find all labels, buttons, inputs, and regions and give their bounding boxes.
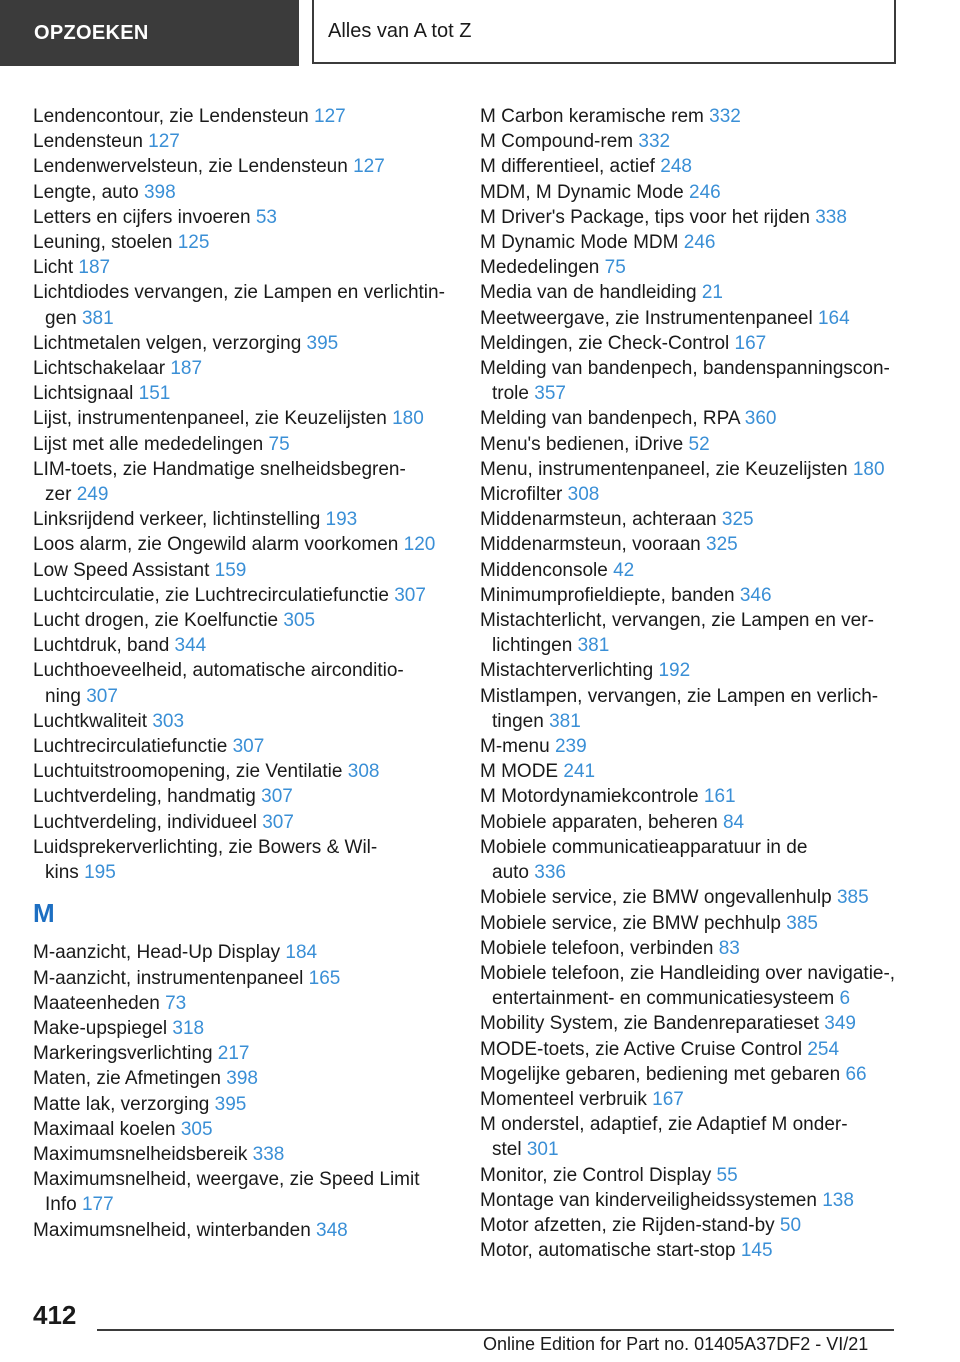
index-entry-term: Mobiele service, zie BMW pechhulp bbox=[480, 912, 781, 934]
page-reference-link[interactable]: 193 bbox=[325, 509, 358, 531]
index-entry-term-continued: lichtingen bbox=[492, 635, 573, 657]
index-entry bbox=[33, 1167, 451, 1217]
index-entry-term: M onderstel, adaptief, zie Adaptief M onder‐ bbox=[480, 1114, 848, 1136]
page-reference-link[interactable]: 308 bbox=[567, 484, 600, 506]
page-reference-link[interactable]: 381 bbox=[549, 710, 581, 732]
page-reference-link[interactable]: 6 bbox=[839, 988, 851, 1010]
index-entry-term: Middenarmsteun, vooraan bbox=[480, 534, 701, 556]
footer-edition-text: Online Edition for Part no. 01405A37DF2 - VI/21 bbox=[483, 1334, 869, 1354]
index-entry-term: Lijst, instrumentenpaneel, zie Keuzelijsten bbox=[33, 408, 387, 430]
index-entry-term: M-menu bbox=[480, 736, 550, 758]
page-reference-link[interactable]: 301 bbox=[526, 1139, 559, 1161]
index-entry bbox=[480, 154, 900, 179]
index-entry bbox=[480, 1062, 900, 1087]
page-reference-link[interactable]: 239 bbox=[554, 736, 587, 758]
index-entry bbox=[480, 734, 900, 759]
index-entry-term: MODE-toets, zie Active Cruise Control bbox=[480, 1038, 803, 1060]
index-entry bbox=[33, 205, 451, 230]
index-entry-term: Mobiele service, zie BMW ongevallenhulp bbox=[480, 887, 832, 909]
index-entry-term: Montage van kinderveiligheidssystemen bbox=[480, 1189, 817, 1211]
index-entry bbox=[33, 759, 451, 784]
index-entry-term: Middenconsole bbox=[480, 559, 608, 581]
page-reference-link[interactable]: 66 bbox=[845, 1063, 867, 1085]
page-reference-link[interactable]: 385 bbox=[786, 912, 818, 934]
index-entry bbox=[480, 1188, 900, 1213]
page-reference-link[interactable]: 395 bbox=[214, 1093, 247, 1115]
index-entry bbox=[480, 1163, 900, 1188]
section-tab-label: OPZOEKEN bbox=[34, 21, 149, 44]
index-entry bbox=[33, 583, 451, 608]
page-reference-link[interactable]: 246 bbox=[689, 181, 721, 203]
index-entry-term: M-aanzicht, Head-Up Display bbox=[33, 942, 281, 964]
page-reference-link[interactable]: 53 bbox=[255, 206, 277, 228]
index-entry bbox=[33, 230, 451, 255]
page-reference-link[interactable]: 195 bbox=[84, 862, 116, 884]
page-reference-link[interactable]: 55 bbox=[716, 1164, 738, 1186]
index-entry bbox=[33, 558, 451, 583]
index-entry-term-continued: stel bbox=[492, 1139, 522, 1161]
index-entry bbox=[480, 810, 900, 835]
page-reference-link[interactable]: 254 bbox=[807, 1038, 840, 1060]
page-reference-link[interactable]: 125 bbox=[177, 232, 210, 254]
page-reference-link[interactable]: 159 bbox=[214, 559, 247, 581]
index-entry-term: Mobility System, zie Bandenreparatieset bbox=[480, 1013, 819, 1035]
index-entry-term: Luchtrecirculatiefunctie bbox=[33, 736, 228, 758]
index-entry bbox=[33, 784, 451, 809]
index-entry bbox=[33, 966, 451, 991]
index-entry bbox=[480, 835, 900, 885]
index-entry-term: M MODE bbox=[480, 761, 559, 783]
index-entry-term: Media van de handleiding bbox=[480, 282, 697, 304]
index-entry-term: M-aanzicht, instrumentenpaneel bbox=[33, 967, 304, 989]
index-entry bbox=[480, 1112, 900, 1162]
index-entry bbox=[480, 205, 900, 230]
index-entry bbox=[33, 255, 451, 280]
index-entry bbox=[480, 482, 900, 507]
index-entry-term: Lengte, auto bbox=[33, 181, 139, 203]
page-reference-link[interactable]: 325 bbox=[706, 534, 738, 556]
page-reference-link[interactable]: 307 bbox=[261, 786, 293, 808]
index-entry bbox=[33, 180, 451, 205]
index-entry bbox=[480, 558, 900, 583]
index-entry-term: Motor, automatische start-stop bbox=[480, 1240, 736, 1262]
index-entry bbox=[480, 759, 900, 784]
index-entry-term: Luchtcirculatie, zie Luchtrecirculatiefunctie bbox=[33, 584, 389, 606]
page-reference-link[interactable]: 305 bbox=[283, 610, 316, 632]
page-reference-link[interactable]: 165 bbox=[308, 967, 341, 989]
index-entry-term: Luchtdruk, band bbox=[33, 635, 170, 657]
page-reference-link[interactable]: 346 bbox=[739, 584, 772, 606]
index-entry bbox=[33, 507, 451, 532]
page-reference-link[interactable]: 360 bbox=[744, 408, 777, 430]
index-entry bbox=[480, 885, 900, 910]
page-reference-link[interactable]: 249 bbox=[76, 484, 109, 506]
index-entry-term: Maximumsnelheid, weergave, zie Speed Limit bbox=[33, 1169, 420, 1191]
index-entry-term: Luchthoeveelheid, automatische airconditio‐ bbox=[33, 660, 404, 682]
index-entry bbox=[480, 331, 900, 356]
index-entry bbox=[33, 810, 451, 835]
page-reference-link[interactable]: 385 bbox=[836, 887, 869, 909]
index-entry bbox=[480, 230, 900, 255]
index-entry bbox=[480, 457, 900, 482]
page-reference-link[interactable]: 127 bbox=[148, 131, 180, 153]
index-entry-term: Luchtkwaliteit bbox=[33, 710, 148, 732]
index-entry bbox=[33, 1041, 451, 1066]
page-reference-link[interactable]: 52 bbox=[688, 433, 710, 455]
index-entry-term: M Dynamic Mode MDM bbox=[480, 232, 679, 254]
index-entry bbox=[33, 331, 451, 356]
chapter-title: Alles van A tot Z bbox=[328, 19, 472, 42]
index-entry bbox=[480, 432, 900, 457]
index-entry-term: M Motordynamiekcontrole bbox=[480, 786, 699, 808]
index-entry bbox=[33, 432, 451, 457]
index-entry-term: Monitor, zie Control Display bbox=[480, 1164, 712, 1186]
index-entry bbox=[33, 280, 451, 330]
index-entry-term: Luchtverdeling, individueel bbox=[33, 811, 257, 833]
index-entry-term: Middenarmsteun, achteraan bbox=[480, 509, 717, 531]
index-entry-term-continued: auto bbox=[492, 862, 529, 884]
index-entry-term: Motor afzetten, zie Rijden-stand-by bbox=[480, 1214, 775, 1236]
index-entry bbox=[33, 1066, 451, 1091]
page-reference-link[interactable]: 357 bbox=[534, 383, 566, 405]
index-entry-term: Menu, instrumentenpaneel, zie Keuzelijsten bbox=[480, 458, 848, 480]
index-entry bbox=[480, 1213, 900, 1238]
index-entry-term: Lichtschakelaar bbox=[33, 358, 166, 380]
index-entry bbox=[480, 784, 900, 809]
index-entry-term: Mistlampen, vervangen, zie Lampen en verlich‐ bbox=[480, 685, 879, 707]
page-reference-link[interactable]: 127 bbox=[314, 106, 346, 127]
index-entry bbox=[480, 255, 900, 280]
index-entry-term-continued: tingen bbox=[492, 710, 544, 732]
index-column-left bbox=[33, 104, 451, 1243]
page-reference-link[interactable]: 120 bbox=[403, 534, 436, 556]
index-entry bbox=[480, 583, 900, 608]
index-entry-term: Melding van bandenpech, RPA bbox=[480, 408, 740, 430]
index-entry-term: Maximumsnelheidsbereik bbox=[33, 1143, 248, 1165]
page-reference-link[interactable]: 50 bbox=[779, 1214, 802, 1236]
index-entry-term: Markeringsverlichting bbox=[33, 1043, 213, 1065]
index-entry-term: Lendencontour, zie Lendensteun bbox=[33, 106, 309, 127]
index-entry bbox=[33, 1117, 451, 1142]
index-entry bbox=[33, 356, 451, 381]
page-reference-link[interactable]: 177 bbox=[81, 1194, 114, 1216]
page-reference-link[interactable]: 184 bbox=[285, 942, 318, 964]
index-entry-term: Maximaal koelen bbox=[33, 1118, 176, 1140]
page-reference-link[interactable]: 21 bbox=[701, 282, 723, 304]
page-reference-link[interactable]: 83 bbox=[718, 937, 740, 959]
index-entry bbox=[480, 1037, 900, 1062]
index-entry-term: Low Speed Assistant bbox=[33, 559, 210, 581]
page-number: 412 bbox=[33, 1300, 77, 1330]
index-entry-term: Minimumprofieldiepte, banden bbox=[480, 584, 735, 606]
index-entry-term-continued: trole bbox=[492, 383, 529, 405]
page-reference-link[interactable]: 308 bbox=[347, 761, 380, 783]
index-entry bbox=[480, 180, 900, 205]
index-entry-term: Luidsprekerverlichting, zie Bowers & Wil‐ bbox=[33, 836, 378, 858]
index-entry-term-continued: Info bbox=[45, 1194, 77, 1216]
index-entry bbox=[33, 1016, 451, 1041]
page-reference-link[interactable]: 217 bbox=[217, 1043, 250, 1065]
index-entry-term: M differentieel, actief bbox=[480, 156, 655, 178]
index-entry-term: Lichtdiodes vervangen, zie Lampen en verlichtin‐ bbox=[33, 282, 445, 304]
page-reference-link[interactable]: 127 bbox=[353, 156, 385, 178]
index-entry-term: Leuning, stoelen bbox=[33, 232, 173, 254]
page-reference-link[interactable]: 307 bbox=[262, 811, 294, 833]
index-list-m-continued bbox=[480, 104, 900, 1263]
index-entry bbox=[33, 734, 451, 759]
index-list-m bbox=[33, 940, 451, 1242]
index-entry bbox=[33, 381, 451, 406]
page-reference-link[interactable]: 73 bbox=[165, 992, 187, 1014]
index-entry-term: Lijst met alle mededelingen bbox=[33, 433, 264, 455]
index-entry-term: Maten, zie Afmetingen bbox=[33, 1068, 221, 1090]
index-entry-term: Menu's bedienen, iDrive bbox=[480, 433, 684, 455]
page-reference-link[interactable]: 307 bbox=[394, 584, 426, 606]
index-entry bbox=[33, 1142, 451, 1167]
index-entry-term: Melding van bandenpech, bandenspanningscon‐ bbox=[480, 358, 890, 380]
page-reference-link[interactable]: 161 bbox=[703, 786, 736, 808]
page-reference-link[interactable]: 398 bbox=[143, 181, 176, 203]
page-reference-link[interactable]: 246 bbox=[683, 232, 716, 254]
index-entry bbox=[33, 940, 451, 965]
index-entry bbox=[480, 608, 900, 658]
index-entry bbox=[480, 1011, 900, 1036]
index-entry-term: Lichtsignaal bbox=[33, 383, 134, 405]
index-entry bbox=[33, 658, 451, 708]
page-reference-link[interactable]: 338 bbox=[815, 206, 847, 228]
index-entry bbox=[480, 684, 900, 734]
page-reference-link[interactable]: 349 bbox=[824, 1013, 856, 1035]
page-reference-link[interactable]: 241 bbox=[563, 761, 596, 783]
index-entry-term: Lucht drogen, zie Koelfunctie bbox=[33, 610, 279, 632]
index-entry-term: Matte lak, verzorging bbox=[33, 1093, 210, 1115]
index-entry-term: Meetweergave, zie Instrumentenpaneel bbox=[480, 307, 813, 329]
index-entry-term: Mistachterlicht, vervangen, zie Lampen en ver‐ bbox=[480, 610, 874, 632]
index-entry bbox=[480, 936, 900, 961]
section-letter-m: M bbox=[33, 898, 55, 929]
index-entry bbox=[33, 608, 451, 633]
page-reference-link[interactable]: 303 bbox=[152, 710, 185, 732]
index-entry-term: Mobiele communicatieapparatuur in de bbox=[480, 836, 808, 858]
index-entry bbox=[480, 406, 900, 431]
page-reference-link[interactable]: 325 bbox=[721, 509, 754, 531]
page-reference-link[interactable]: 75 bbox=[268, 433, 290, 455]
index-entry-term: Mobiele telefoon, zie Handleiding over navigatie-, bbox=[480, 962, 896, 984]
page-reference-link[interactable]: 248 bbox=[660, 156, 692, 178]
index-entry-term: Luchtverdeling, handmatig bbox=[33, 786, 256, 808]
index-entry bbox=[33, 457, 451, 507]
page-reference-link[interactable]: 138 bbox=[822, 1189, 854, 1211]
page-reference-link[interactable]: 395 bbox=[306, 332, 339, 354]
index-entry-term-continued: entertainment- en communicatiesysteem bbox=[492, 988, 835, 1010]
index-entry-term-continued: ning bbox=[45, 685, 81, 707]
index-entry-term: M Compound-rem bbox=[480, 131, 634, 153]
index-entry-term: M Carbon keramische rem bbox=[480, 106, 704, 127]
footer-divider bbox=[97, 1329, 894, 1331]
index-entry-term: Momenteel verbruik bbox=[480, 1088, 647, 1110]
page-reference-link[interactable]: 332 bbox=[638, 131, 671, 153]
page-reference-link[interactable]: 305 bbox=[180, 1118, 213, 1140]
index-entry-term: Make-upspiegel bbox=[33, 1017, 168, 1039]
chapter-title-box bbox=[312, 0, 896, 64]
index-entry-term: MDM, M Dynamic Mode bbox=[480, 181, 684, 203]
index-entry-term: Mobiele apparaten, beheren bbox=[480, 811, 718, 833]
index-entry bbox=[480, 306, 900, 331]
index-entry bbox=[480, 1087, 900, 1112]
page-reference-link[interactable]: 381 bbox=[81, 307, 114, 329]
page-reference-link[interactable]: 167 bbox=[734, 332, 767, 354]
index-entry bbox=[480, 911, 900, 936]
index-column-right bbox=[480, 104, 900, 1263]
page-reference-link[interactable]: 42 bbox=[613, 559, 635, 581]
index-entry-term: Licht bbox=[33, 257, 74, 279]
page-reference-link[interactable]: 187 bbox=[78, 257, 111, 279]
index-entry-term: Mogelijke gebaren, bediening met gebaren bbox=[480, 1063, 841, 1085]
index-entry-term: Loos alarm, zie Ongewild alarm voorkomen bbox=[33, 534, 399, 556]
index-entry-term-continued: gen bbox=[45, 307, 77, 329]
index-entry-term: Lichtmetalen velgen, verzorging bbox=[33, 332, 302, 354]
page-reference-link[interactable]: 307 bbox=[86, 685, 118, 707]
index-entry bbox=[33, 406, 451, 431]
index-entry bbox=[33, 154, 451, 179]
page-reference-link[interactable]: 398 bbox=[226, 1068, 258, 1090]
index-entry bbox=[480, 280, 900, 305]
index-entry bbox=[480, 356, 900, 406]
page-reference-link[interactable]: 145 bbox=[740, 1240, 773, 1262]
index-entry-term: Letters en cijfers invoeren bbox=[33, 206, 251, 228]
index-entry bbox=[33, 1092, 451, 1117]
page-reference-link[interactable]: 180 bbox=[392, 408, 424, 430]
index-entry-term: Mededelingen bbox=[480, 257, 600, 279]
page-reference-link[interactable]: 338 bbox=[252, 1143, 285, 1165]
index-entry bbox=[33, 129, 451, 154]
index-entry-term: Lendenwervelsteun, zie Lendensteun bbox=[33, 156, 348, 178]
page-reference-link[interactable]: 318 bbox=[172, 1017, 205, 1039]
section-tab[interactable] bbox=[0, 0, 299, 66]
page-reference-link[interactable]: 167 bbox=[652, 1088, 684, 1110]
page-reference-link[interactable]: 307 bbox=[232, 736, 265, 758]
index-entry bbox=[33, 104, 451, 129]
index-entry-term: Luchtuitstroomopening, zie Ventilatie bbox=[33, 761, 343, 783]
index-entry bbox=[480, 658, 900, 683]
index-entry bbox=[33, 835, 451, 885]
index-entry-term: Linksrijdend verkeer, lichtinstelling bbox=[33, 509, 321, 531]
index-entry bbox=[480, 1238, 900, 1263]
index-entry-term-continued: zer bbox=[45, 484, 72, 506]
index-entry bbox=[33, 991, 451, 1016]
index-list-l bbox=[33, 104, 451, 885]
index-entry-term: Maateenheden bbox=[33, 992, 160, 1014]
index-entry bbox=[480, 129, 900, 154]
index-entry-term-continued: kins bbox=[45, 862, 79, 884]
page-reference-link[interactable]: 84 bbox=[722, 811, 745, 833]
index-entry-term: Lendensteun bbox=[33, 131, 143, 153]
index-entry-term: Maximumsnelheid, winterbanden bbox=[33, 1219, 311, 1241]
page-reference-link[interactable]: 75 bbox=[604, 257, 626, 279]
index-entry bbox=[33, 532, 451, 557]
page-reference-link[interactable]: 348 bbox=[316, 1219, 348, 1241]
index-entry-term: Mobiele telefoon, verbinden bbox=[480, 937, 714, 959]
index-entry-term: Mistachterverlichting bbox=[480, 660, 654, 682]
index-entry bbox=[480, 104, 900, 129]
index-entry-term: LIM-toets, zie Handmatige snelheidsbegren‐ bbox=[33, 458, 406, 480]
index-entry bbox=[33, 1218, 451, 1243]
index-entry bbox=[480, 532, 900, 557]
page-reference-link[interactable]: 332 bbox=[709, 106, 741, 127]
page-reference-link[interactable]: 187 bbox=[170, 358, 203, 380]
index-entry bbox=[480, 507, 900, 532]
index-entry bbox=[33, 709, 451, 734]
page-reference-link[interactable]: 344 bbox=[174, 635, 207, 657]
index-entry-term: Meldingen, zie Check-Control bbox=[480, 332, 730, 354]
page-reference-link[interactable]: 180 bbox=[852, 458, 885, 480]
page-reference-link[interactable]: 336 bbox=[534, 862, 566, 884]
index-entry bbox=[480, 961, 900, 1011]
page-reference-link[interactable]: 164 bbox=[817, 307, 850, 329]
index-entry bbox=[33, 633, 451, 658]
page-header bbox=[0, 0, 960, 66]
page-reference-link[interactable]: 381 bbox=[577, 635, 610, 657]
page-reference-link[interactable]: 192 bbox=[658, 660, 691, 682]
index-entry-term: Microfilter bbox=[480, 484, 563, 506]
index-entry-term: M Driver's Package, tips voor het rijden bbox=[480, 206, 810, 228]
page-reference-link[interactable]: 151 bbox=[138, 383, 171, 405]
